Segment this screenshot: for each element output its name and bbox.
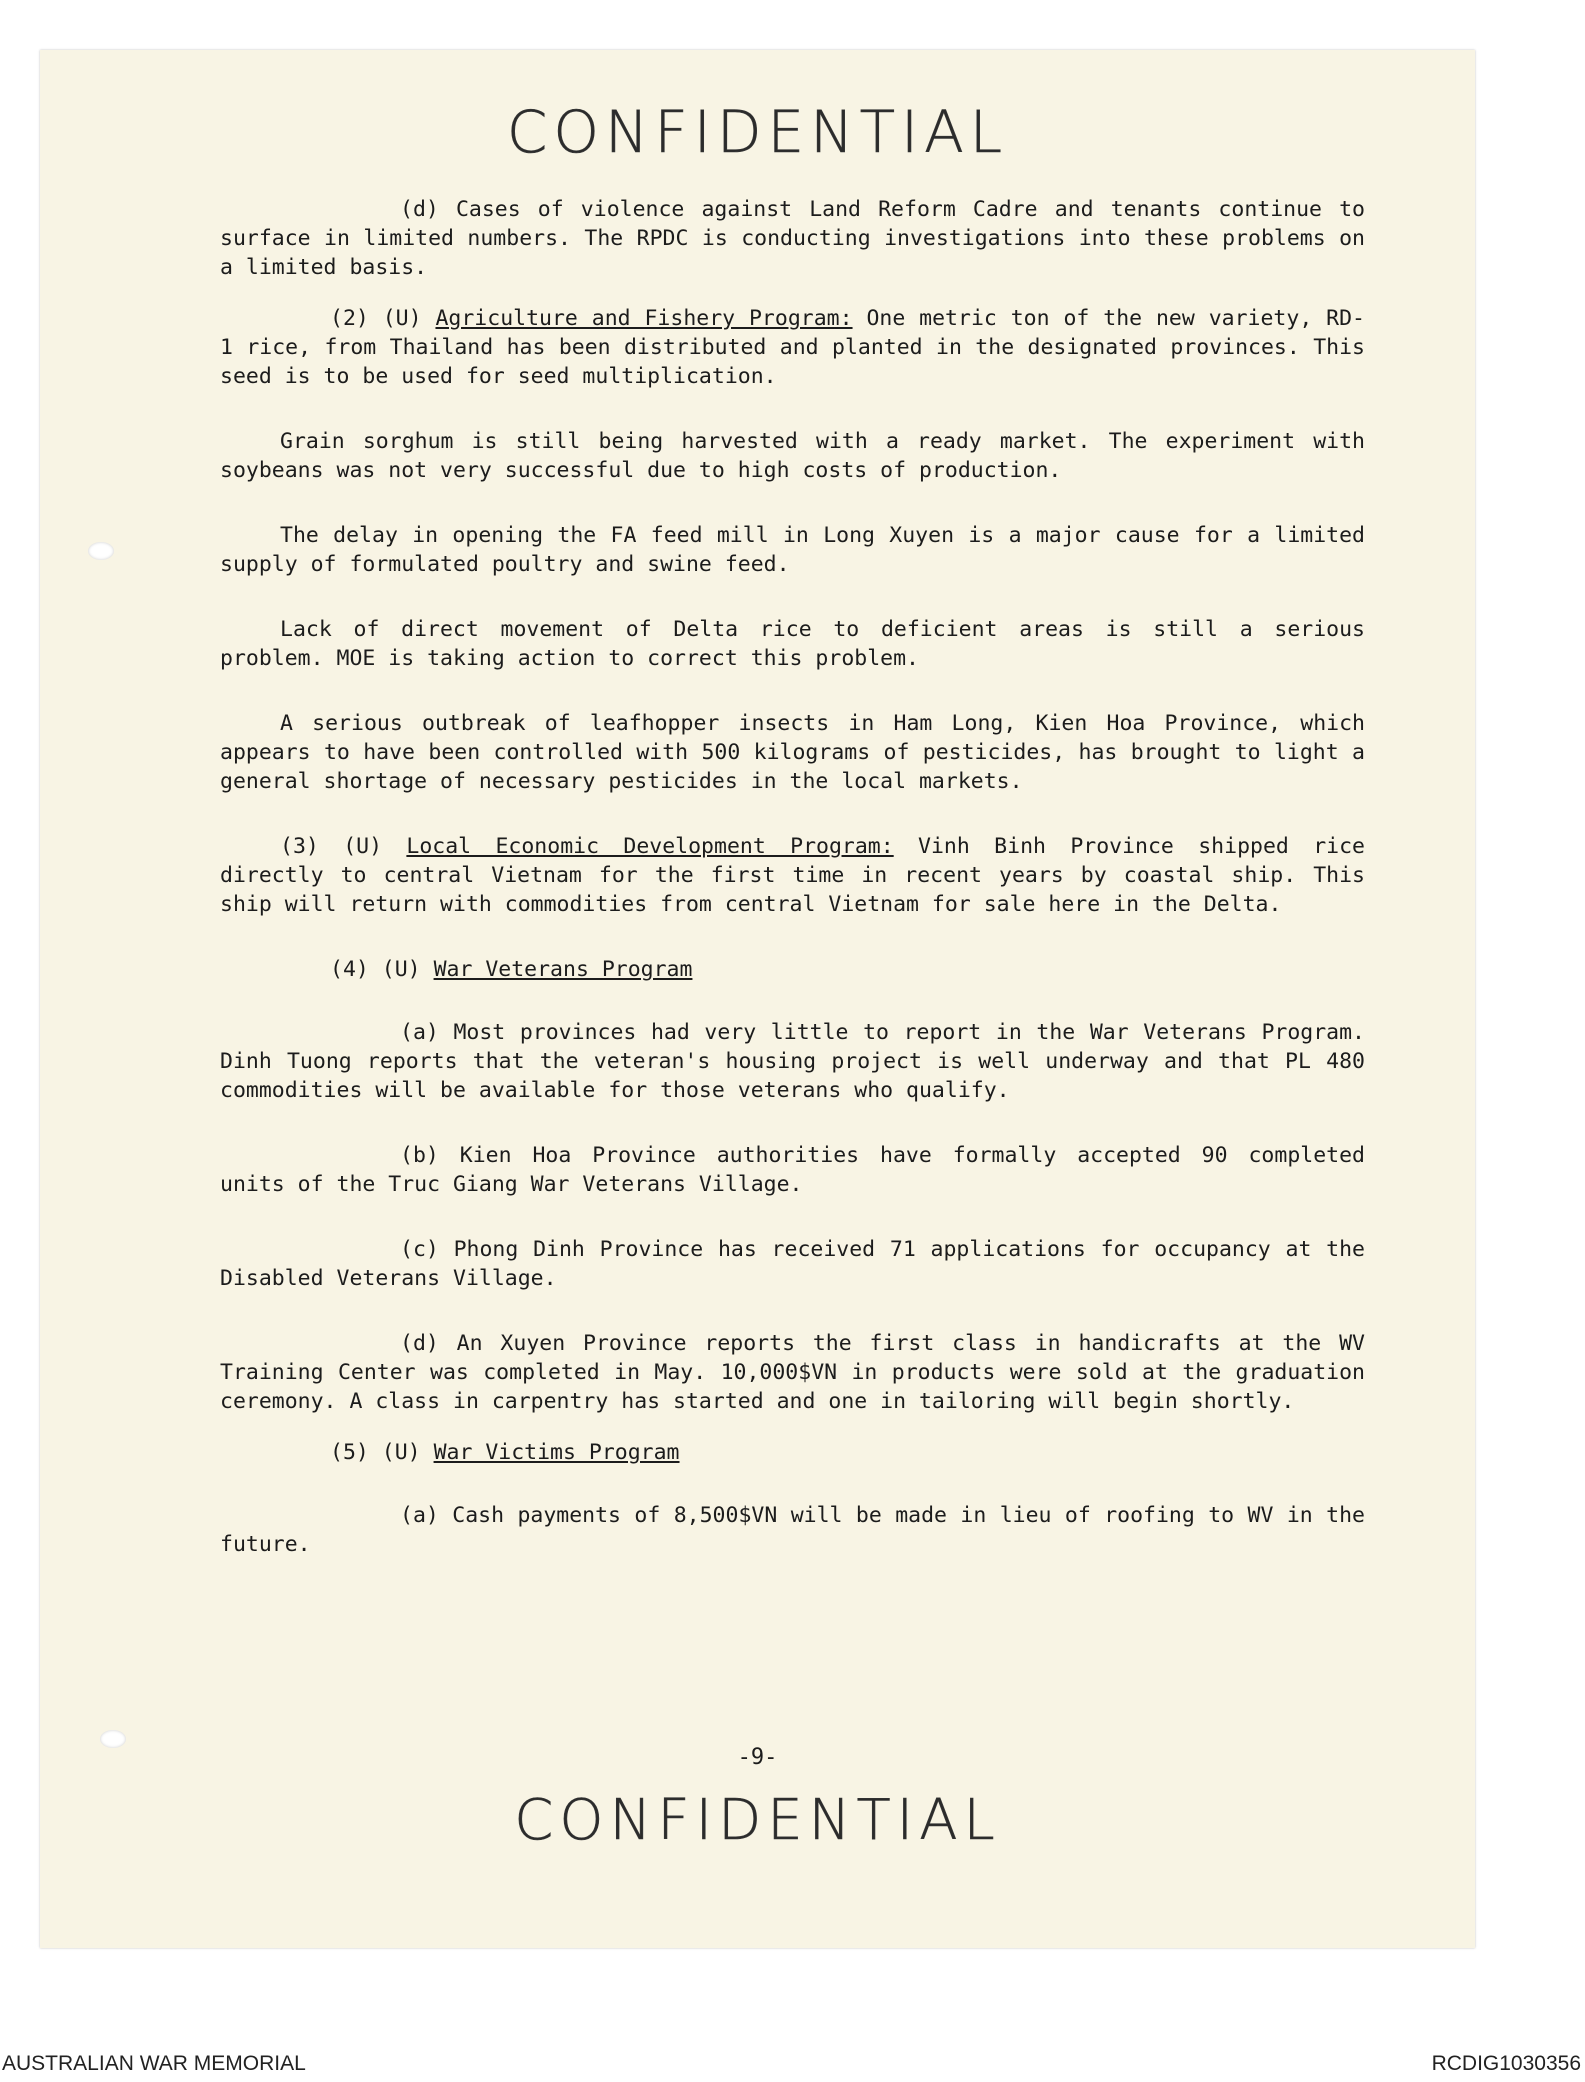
footer-record-id: RCDIG1030356	[1431, 2052, 1581, 2075]
paragraph-veterans-d: (d) An Xuyen Province reports the first class in handicrafts at the WV Training Center was completed in May. 10,000$VN in products were sold at the graduation ceremony. A class in carpentry has started and one in tailoring will begin shortly.	[220, 1331, 1365, 1414]
section-number: (3) (U)	[280, 834, 407, 859]
section-title-war-victims: War Victims Program	[433, 1440, 680, 1465]
paragraph-sorghum: Grain sorghum is still being harvested with a ready market. The experiment with soybeans was not very successful due to high costs of production.	[220, 429, 1365, 483]
section-number: (5) (U)	[330, 1440, 434, 1465]
paragraph-land-reform: (d) Cases of violence against Land Reform Cadre and tenants continue to surface in limited numbers. The RPDC is conducting investigations into these problems on a limited basis.	[220, 197, 1365, 280]
page-number: -9-	[737, 1745, 778, 1770]
paragraph-local-economic	[220, 832, 1365, 919]
section-title-war-veterans: War Veterans Program	[433, 957, 693, 982]
section-number: (2) (U)	[330, 306, 436, 331]
paragraph-leafhopper: A serious outbreak of leafhopper insects in Ham Long, Kien Hoa Province, which appears to have been controlled with 500 kilograms of pesticides, has brought to light a general shortage of necessary pesticides in the local markets.	[220, 711, 1365, 794]
paragraph-text: One metric ton of the new variety, RD-1 rice, from Thailand has been distributed and planted in the designated provinces. This seed is to be used for seed multiplication.	[220, 306, 1365, 389]
confidential-stamp-top: CONFIDENTIAL	[506, 98, 1009, 166]
paragraph-rice-movement: Lack of direct movement of Delta rice to deficient areas is still a serious problem. MOE is taking action to correct this problem.	[220, 617, 1365, 671]
section-number: (4) (U)	[330, 957, 434, 982]
heading-war-veterans	[220, 955, 1365, 984]
paragraph-veterans-c: (c) Phong Dinh Province has received 71 applications for occupancy at the Disabled Veterans Village.	[220, 1237, 1365, 1291]
section-title-local-economic: Local Economic Development Program:	[406, 834, 894, 859]
paragraph-feed-mill: The delay in opening the FA feed mill in Long Xuyen is a major cause for a limited supply of formulated poultry and swine feed.	[220, 523, 1365, 577]
document-body	[220, 195, 1365, 1595]
confidential-stamp-bottom: CONFIDENTIAL	[514, 1788, 1001, 1853]
paragraph-agriculture	[220, 304, 1365, 391]
punch-hole	[88, 542, 114, 560]
heading-war-victims	[220, 1438, 1365, 1467]
paragraph-victims-a: (a) Cash payments of 8,500$VN will be made in lieu of roofing to WV in the future.	[220, 1503, 1365, 1557]
section-title-agriculture: Agriculture and Fishery Program:	[435, 306, 853, 331]
document-page	[40, 50, 1475, 1948]
paragraph-veterans-b: (b) Kien Hoa Province authorities have formally accepted 90 completed units of the Truc Giang War Veterans Village.	[220, 1143, 1365, 1197]
paragraph-text: Vinh Binh Province shipped rice directly to central Vietnam for the first time in recent years by coastal ship. This ship will return with commodities from central Vietnam for sale here in the Delta.	[220, 834, 1365, 917]
paragraph-veterans-a: (a) Most provinces had very little to report in the War Veterans Program. Dinh Tuong reports that the veteran's housing project is well underway and that PL 480 commodities will be available for those veterans who qualify.	[220, 1020, 1365, 1103]
footer-institution: AUSTRALIAN WAR MEMORIAL	[2, 2052, 306, 2075]
